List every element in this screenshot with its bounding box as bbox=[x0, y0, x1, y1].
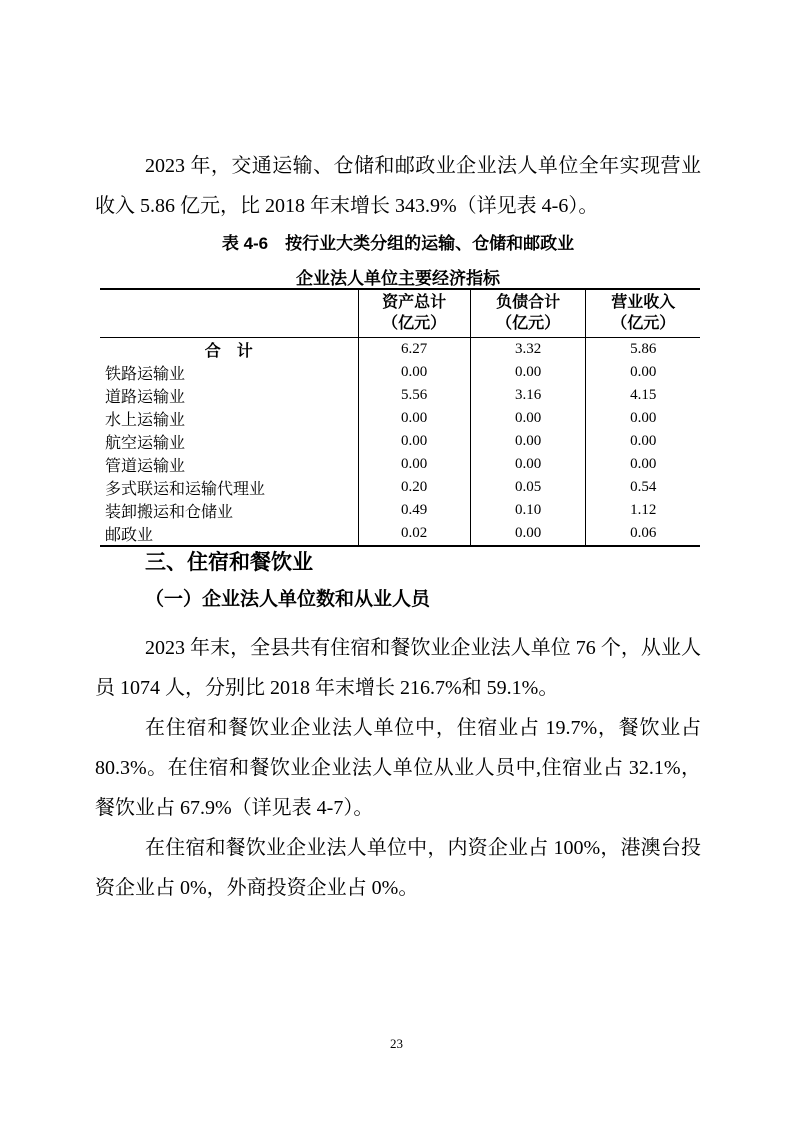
header-revenue-name: 营业收入 bbox=[611, 294, 676, 311]
subsection-heading-legal-units-employees: （一）企业法人单位数和从业人员 bbox=[145, 589, 431, 610]
header-liabilities bbox=[470, 289, 586, 338]
row-label: 铁路运输业 bbox=[105, 366, 186, 383]
header-liabilities-unit: （亿元） bbox=[496, 315, 561, 332]
value-cell: 1.12 bbox=[586, 499, 700, 522]
table-row-postal bbox=[100, 522, 700, 546]
header-assets bbox=[358, 289, 470, 338]
table-title-line2: 企业法人单位主要经济指标 bbox=[296, 269, 500, 288]
table-row-loading-storage bbox=[100, 499, 700, 522]
value-cell: 0.20 bbox=[358, 476, 470, 499]
value-cell: 0.54 bbox=[586, 476, 700, 499]
table-header-row bbox=[100, 289, 700, 338]
table-row-pipeline bbox=[100, 453, 700, 476]
row-label: 道路运输业 bbox=[105, 389, 186, 406]
row-label: 多式联运和运输代理业 bbox=[105, 481, 266, 498]
table-title-line1: 表 4-6 按行业大类分组的运输、仓储和邮政业 bbox=[221, 234, 575, 253]
paragraph-transport-revenue: 2023 年，交通运输、仓储和邮政业企业法人单位全年实现营业收入 5.86 亿元，比 2018 年末增长 343.9%（详见表 4-6）。 bbox=[95, 155, 701, 217]
body-paragraphs bbox=[95, 628, 701, 908]
table-4-6-title bbox=[95, 226, 701, 296]
row-label: 装卸搬运和仓储业 bbox=[105, 504, 234, 521]
table-row-total bbox=[100, 338, 700, 362]
paragraph-units-employees: 2023 年末，全县共有住宿和餐饮业企业法人单位 76 个，从业人员 1074 人，分别比 2018 年末增长 216.7%和 59.1%。 bbox=[95, 637, 701, 699]
value-cell: 0.00 bbox=[358, 361, 470, 384]
page-number: 23 bbox=[390, 1036, 403, 1051]
section-heading-accommodation-catering: 三、住宿和餐饮业 bbox=[145, 551, 313, 574]
table-row-road bbox=[100, 384, 700, 407]
value-cell: 0.00 bbox=[586, 453, 700, 476]
value-cell: 0.00 bbox=[470, 453, 586, 476]
value-cell: 0.00 bbox=[358, 407, 470, 430]
table-row-water bbox=[100, 407, 700, 430]
value-cell: 0.00 bbox=[470, 407, 586, 430]
row-label: 航空运输业 bbox=[105, 435, 186, 452]
paragraph-ownership-shares: 在住宿和餐饮业企业法人单位中，内资企业占 100%，港澳台投资企业占 0%，外商投资企业占 0%。 bbox=[95, 837, 701, 899]
value-cell: 0.00 bbox=[470, 522, 586, 546]
value-cell: 0.00 bbox=[586, 361, 700, 384]
value-cell: 0.10 bbox=[470, 499, 586, 522]
value-cell: 0.49 bbox=[358, 499, 470, 522]
value-cell: 3.32 bbox=[470, 338, 586, 362]
table-row-air bbox=[100, 430, 700, 453]
header-assets-name: 资产总计 bbox=[382, 294, 447, 311]
value-cell: 0.00 bbox=[470, 361, 586, 384]
value-cell: 0.05 bbox=[470, 476, 586, 499]
value-cell: 0.00 bbox=[470, 430, 586, 453]
header-liabilities-name: 负债合计 bbox=[496, 294, 561, 311]
value-cell: 4.15 bbox=[586, 384, 700, 407]
row-label: 水上运输业 bbox=[105, 412, 186, 429]
header-empty-cell bbox=[100, 289, 358, 338]
value-cell: 5.86 bbox=[586, 338, 700, 362]
row-label: 邮政业 bbox=[105, 527, 154, 544]
row-label: 管道运输业 bbox=[105, 458, 186, 475]
header-revenue bbox=[586, 289, 700, 338]
value-cell: 3.16 bbox=[470, 384, 586, 407]
table-4-6 bbox=[100, 288, 700, 547]
header-revenue-unit: （亿元） bbox=[611, 315, 676, 332]
header-assets-unit: （亿元） bbox=[382, 315, 447, 332]
row-label: 合 计 bbox=[204, 343, 253, 360]
value-cell: 5.56 bbox=[358, 384, 470, 407]
value-cell: 0.00 bbox=[586, 430, 700, 453]
value-cell: 0.00 bbox=[358, 430, 470, 453]
table-row-multimodal bbox=[100, 476, 700, 499]
value-cell: 6.27 bbox=[358, 338, 470, 362]
table-row-rail bbox=[100, 361, 700, 384]
value-cell: 0.06 bbox=[586, 522, 700, 546]
value-cell: 0.02 bbox=[358, 522, 470, 546]
value-cell: 0.00 bbox=[358, 453, 470, 476]
paragraph-industry-shares: 在住宿和餐饮业企业法人单位中，住宿业占 19.7%，餐饮业占 80.3%。在住宿和餐饮业企业法人单位从业人员中,住宿业占 32.1%，餐饮业占 67.9%（详见表 4-7）。 bbox=[95, 717, 701, 819]
value-cell: 0.00 bbox=[586, 407, 700, 430]
